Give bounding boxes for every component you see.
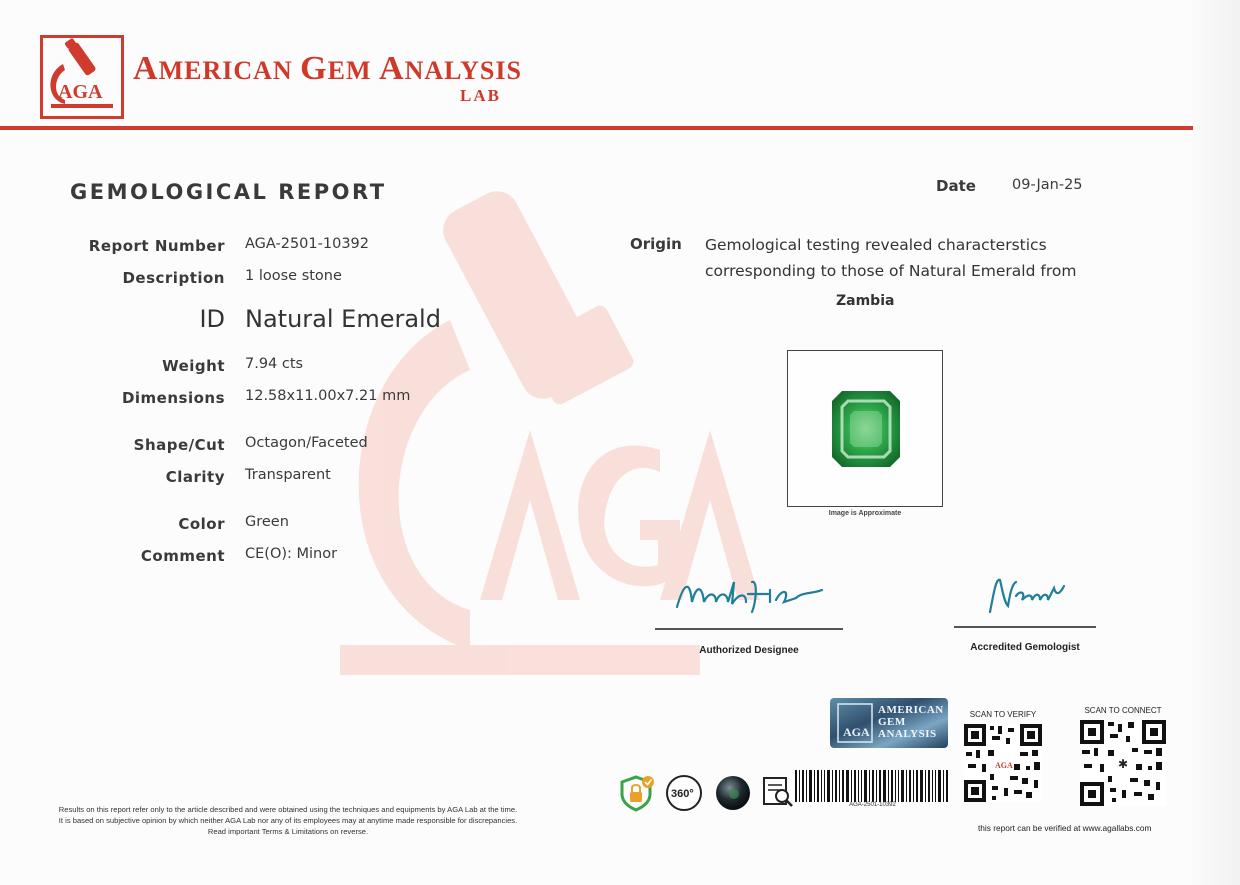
image-caption: Image is Approximate — [828, 510, 902, 517]
secure-shield-icon — [618, 774, 656, 812]
origin-label: Origin — [630, 235, 682, 253]
stone-image-frame — [787, 350, 943, 507]
connect-qr-code[interactable] — [1080, 720, 1166, 806]
gemologist-title: Accredited Gemologist — [970, 642, 1080, 653]
designee-title: Authorized Designee — [699, 645, 799, 656]
verify-note: this report can be verified at www.agallabs.com — [978, 823, 1152, 833]
clarity-value: Transparent — [245, 467, 331, 483]
report-number-value: AGA-2501-10392 — [245, 236, 369, 252]
brand-name: AMERICAN GEM ANALYSIS — [133, 50, 522, 87]
brand-subtitle: LAB — [460, 86, 501, 105]
color-label: Color — [178, 515, 225, 533]
origin-country: Zambia — [836, 293, 895, 309]
gemstone-sphere-icon — [714, 774, 752, 812]
color-value: Green — [245, 514, 289, 530]
scan-connect-label: SCAN TO CONNECT — [1084, 706, 1162, 715]
svg-text:AGA: AGA — [58, 81, 103, 103]
microscope-logo-icon — [43, 38, 121, 116]
report-barcode — [795, 770, 950, 802]
hologram-text: AMERICAN GEM ANALYSIS — [878, 704, 944, 740]
gemologist-signature-line — [954, 626, 1096, 628]
description-value: 1 loose stone — [245, 268, 342, 284]
disclaimer-line-2: It is based on subjective opinion by which neither AGA Lab nor any of its employees may at anytime made responsible for discrepancies. — [58, 816, 518, 825]
weight-label: Weight — [162, 357, 225, 375]
gemologist-signature — [982, 572, 1072, 620]
date-value: 09-Jan-25 — [1012, 177, 1083, 193]
id-label: ID — [199, 305, 225, 333]
scan-verify-label: SCAN TO VERIFY — [969, 710, 1037, 719]
description-label: Description — [122, 269, 225, 287]
disclaimer-line-3: Read important Terms & Limitations on reverse. — [207, 827, 369, 836]
designee-signature — [672, 572, 832, 622]
svg-text:360°: 360° — [671, 788, 694, 800]
comment-label: Comment — [140, 547, 225, 565]
dimensions-label: Dimensions — [121, 389, 225, 407]
weight-value: 7.94 cts — [245, 356, 304, 372]
barcode-number: AGA-2501-10392 — [849, 802, 896, 808]
verify-qr-code[interactable] — [964, 724, 1042, 802]
shape-cut-label: Shape/Cut — [133, 436, 225, 454]
scan-edge — [1192, 0, 1240, 885]
comment-value: CE(O): Minor — [245, 546, 338, 562]
origin-text: Gemological testing revealed characterstics corresponding to those of Natural Emerald from — [705, 236, 1077, 280]
aga-logo — [40, 35, 124, 119]
header-divider — [0, 126, 1193, 130]
report-title: GEMOLOGICAL REPORT — [70, 180, 387, 204]
designee-signature-line — [655, 628, 843, 630]
360-view-icon — [664, 773, 704, 813]
svg-text:✱: ✱ — [1118, 757, 1129, 771]
disclaimer — [8, 804, 568, 837]
report-number-label: Report Number — [88, 237, 225, 255]
id-value: Natural Emerald — [245, 305, 441, 333]
document-magnifier-icon — [760, 774, 796, 810]
dimensions-value: 12.58x11.00x7.21 mm — [245, 388, 411, 404]
clarity-label: Clarity — [165, 468, 225, 486]
svg-text:AGA: AGA — [843, 725, 870, 739]
shape-cut-value: Octagon/Faceted — [245, 435, 368, 451]
date-label: Date — [936, 177, 976, 195]
disclaimer-line-1: Results on this report refer only to the article described and were obtained using the techniques and equipments by AGA Lab at the time. — [58, 805, 518, 814]
svg-text:AGA: AGA — [995, 761, 1013, 770]
emerald-stone-image — [788, 351, 944, 508]
